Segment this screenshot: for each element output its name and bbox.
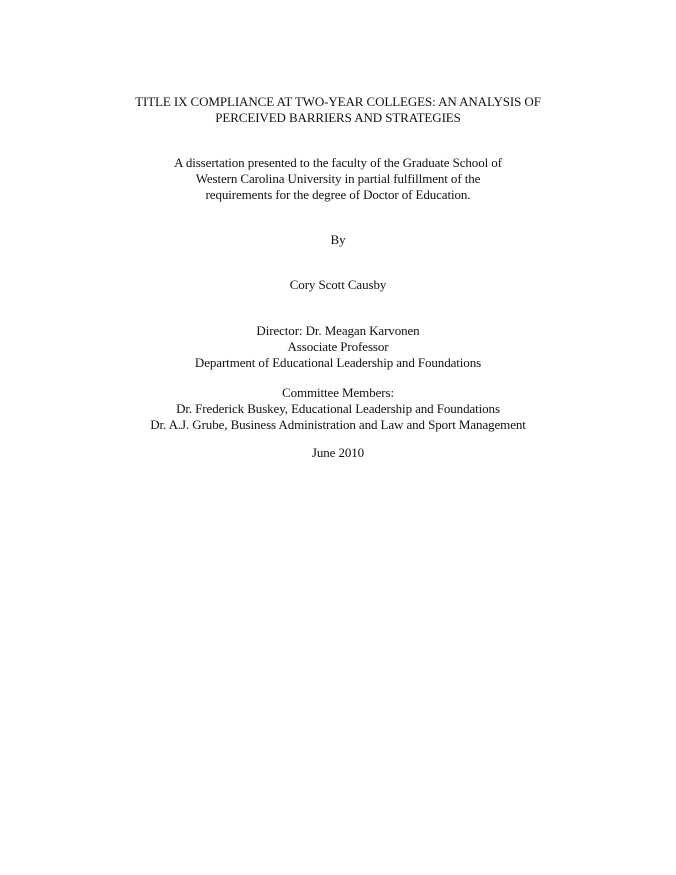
statement-line-1: A dissertation presented to the faculty of the Graduate School of (174, 155, 502, 170)
author-text: Cory Scott Causby (289, 277, 387, 292)
by-text: By (330, 232, 346, 247)
director-name: Director: Dr. Meagan Karvonen (256, 323, 420, 338)
director-title: Associate Professor (287, 339, 389, 354)
committee-member: Dr. Frederick Buskey, Educational Leadership and Foundations (176, 401, 500, 416)
director-info (0, 323, 676, 371)
director-department: Department of Educational Leadership and Foundations (194, 355, 482, 370)
by-label (0, 232, 676, 248)
statement-line-2: Western Carolina University in partial fulfillment of the (195, 171, 481, 186)
submission-statement (0, 155, 676, 203)
committee-info (0, 385, 676, 433)
submission-date (0, 445, 676, 461)
author-name (0, 277, 676, 293)
title-line-2: PERCEIVED BARRIERS AND STRATEGIES (215, 110, 461, 125)
title-line-1: TITLE IX COMPLIANCE AT TWO-YEAR COLLEGES: AN ANALYSIS OF (135, 94, 541, 109)
committee-member: Dr. A.J. Grube, Business Administration and Law and Sport Management (150, 417, 526, 432)
statement-line-3: requirements for the degree of Doctor of Education. (205, 187, 471, 202)
date-text: June 2010 (311, 445, 365, 460)
committee-heading: Committee Members: (282, 385, 394, 400)
dissertation-title (0, 94, 676, 126)
